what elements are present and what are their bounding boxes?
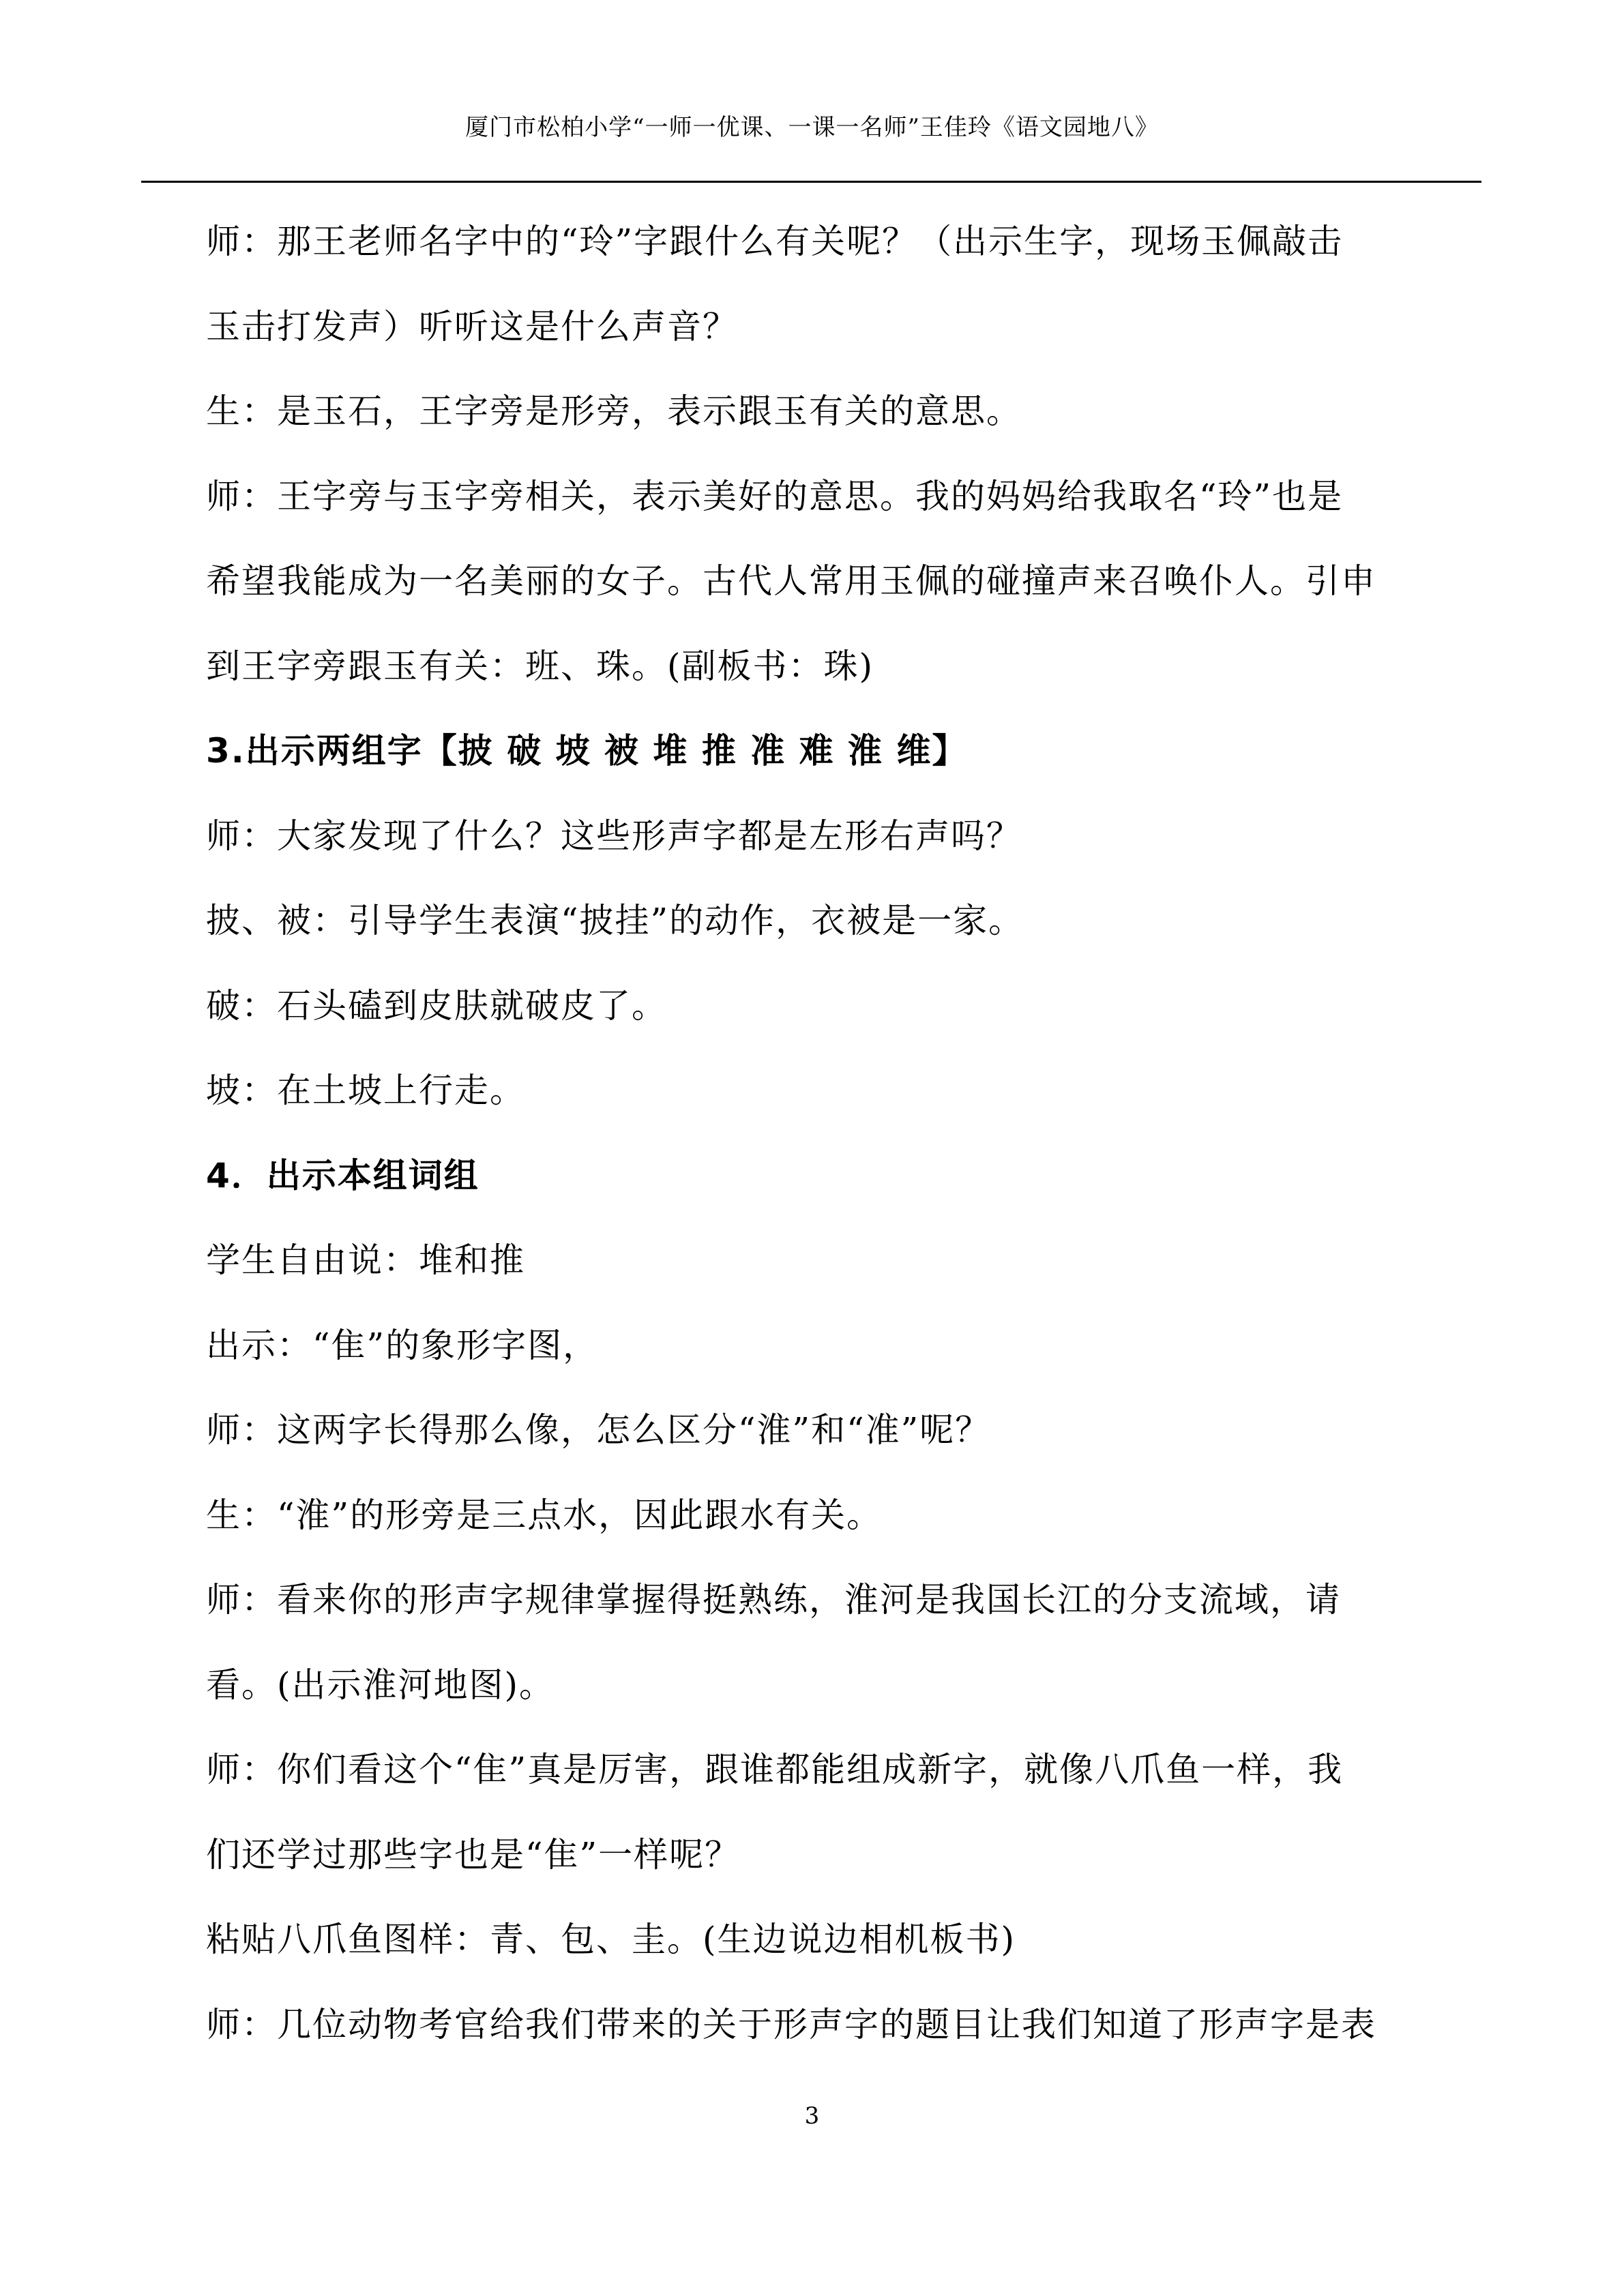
section-heading: 4．出示本组词组 (206, 1155, 479, 1195)
text-line: 师：王字旁与玉字旁相关，表示美好的意思。我的妈妈给我取名“玲”也是 (206, 476, 1344, 516)
section-heading: 3.出示两组字【披 破 坡 被 堆 推 准 难 淮 维】 (206, 731, 968, 771)
text-line: 师：这两字长得那么像，怎么区分“淮”和“准”呢？ (206, 1410, 991, 1450)
text-line: 们还学过那些字也是“隹”一样呢？ (206, 1834, 741, 1875)
page-number: 3 (804, 2102, 820, 2130)
document-body (206, 199, 1469, 2067)
text-line: 生：“淮”的形旁是三点水，因此跟水有关。 (206, 1495, 883, 1535)
text-line: 生：是玉石，王字旁是形旁，表示跟玉有关的意思。 (206, 391, 1022, 431)
text-line: 师：大家发现了什么？这些形声字都是左形右声吗？ (206, 816, 1022, 856)
text-line: 师：看来你的形声字规律掌握得挺熟练，淮河是我国长江的分支流域，请 (206, 1580, 1341, 1620)
text-line: 破：石头磕到皮肤就破皮了。 (206, 985, 667, 1026)
text-line: 坡：在土坡上行走。 (206, 1071, 525, 1110)
text-line: 玉击打发声）听听这是什么声音？ (206, 306, 738, 346)
text-line: 师：那王老师名字中的“玲”字跟什么有关呢？（出示生字，现场玉佩敲击 (206, 222, 1344, 261)
text-line: 师：几位动物考官给我们带来的关于形声字的题目让我们知道了形声字是表 (206, 2004, 1376, 2044)
text-line: 师：你们看这个“隹”真是厉害，跟谁都能组成新字，就像八爪鱼一样，我 (206, 1750, 1344, 1789)
page-header: 厦门市松柏小学“一师一优课、一课一名师”王佳玲《语文园地八》 (465, 114, 1159, 141)
text-line: 希望我能成为一名美丽的女子。古代人常用玉佩的碰撞声来召唤仆人。引申 (206, 561, 1376, 601)
text-line: 粘贴八爪鱼图样：青、包、圭。(生边说边相机板书) (206, 1920, 1016, 1959)
text-line: 看。(出示淮河地图)。 (206, 1665, 555, 1705)
header-divider (141, 181, 1481, 183)
text-line: 到王字旁跟玉有关：班、珠。(副板书：珠) (206, 646, 874, 686)
text-line: 出示：“隹”的象形字图， (206, 1325, 599, 1365)
text-line: 披、被：引导学生表演“披挂”的动作，衣被是一家。 (206, 901, 1024, 940)
text-line: 学生自由说：堆和推 (206, 1240, 525, 1280)
